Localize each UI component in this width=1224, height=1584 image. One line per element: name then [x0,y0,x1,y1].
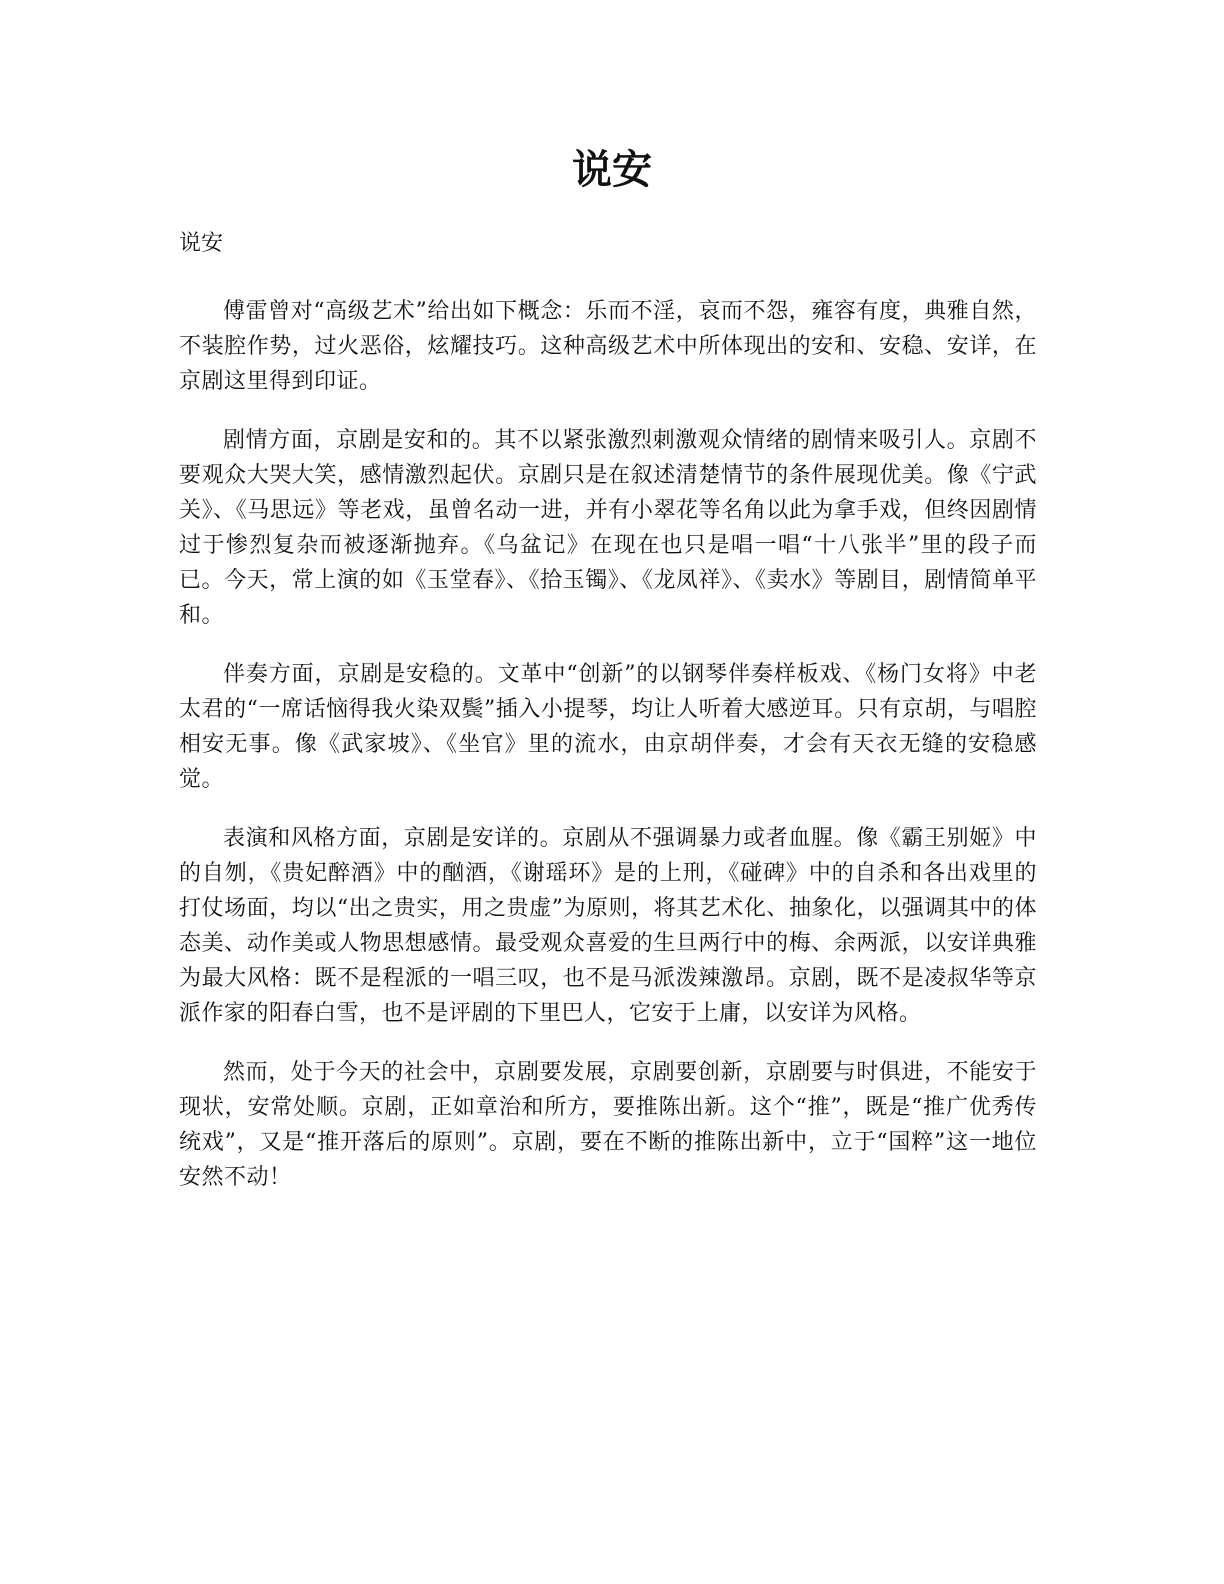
document-subtitle: 说安 [179,231,224,256]
paragraph-accompaniment: 伴奏方面，京剧是安稳的。文革中“创新”的以钢琴伴奏样板戏、《杨门女将》中老太君的“一席话恼得我火染双鬓”插入小提琴，均让人听着大感逆耳。只有京胡，与唱腔相安无事。像《武家坡》、《坐官》里的流水，由京胡伴奏，才会有天衣无缝的安稳感觉。 [179,662,1037,792]
paragraph-conclusion: 然而，处于今天的社会中，京剧要发展，京剧要创新，京剧要与时俱进，不能安于现状，安常处顺。京剧，正如章治和所方，要推陈出新。这个“推”，既是“推广优秀传统戏”，又是“推开落后的原则”。京剧，要在不断的推陈出新中，立于“国粹”这一地位安然不动！ [179,1060,1037,1190]
paragraph-intro: 傅雷曾对“高级艺术”给出如下概念：乐而不淫，哀而不怨，雍容有度，典雅自然，不装腔作势，过火恶俗，炫耀技巧。这种高级艺术中所体现出的安和、安稳、安详，在京剧这里得到印证。 [179,299,1037,394]
page-title: 说安 [572,146,652,193]
paragraph-plot: 剧情方面，京剧是安和的。其不以紧张激烈刺激观众情绪的剧情来吸引人。京剧不要观众大哭大笑，感情激烈起伏。京剧只是在叙述清楚情节的条件展现优美。像《宁武关》、《马思远》等老戏，虽曾名动一进，并有小翠花等名角以此为拿手戏，但终因剧情过于惨烈复杂而被逐渐抛弃。《乌盆记》在现在也只是唱一唱“十八张半”里的段子而已。今天，常上演的如《玉堂春》、《拾玉镯》、《龙凤祥》、《卖水》等剧目，剧情简单平和。 [179,428,1037,628]
document-body [179,226,1037,1219]
paragraph-performance: 表演和风格方面，京剧是安详的。京剧从不强调暴力或者血腥。像《霸王别姬》中的自刎，《贵妃醉酒》中的酗酒，《谢瑶环》是的上刑，《碰碑》中的自杀和各出戏里的打仗场面，均以“出之贵实，用之贵虚”为原则，将其艺术化、抽象化，以强调其中的体态美、动作美或人物思想感情。最受观众喜爱的生旦两行中的梅、余两派，以安详典雅为最大风格：既不是程派的一唱三叹，也不是马派泼辣激昂。京剧，既不是凌叔华等京派作家的阳春白雪，也不是评剧的下里巴人，它安于上庸，以安详为风格。 [179,826,1037,1026]
